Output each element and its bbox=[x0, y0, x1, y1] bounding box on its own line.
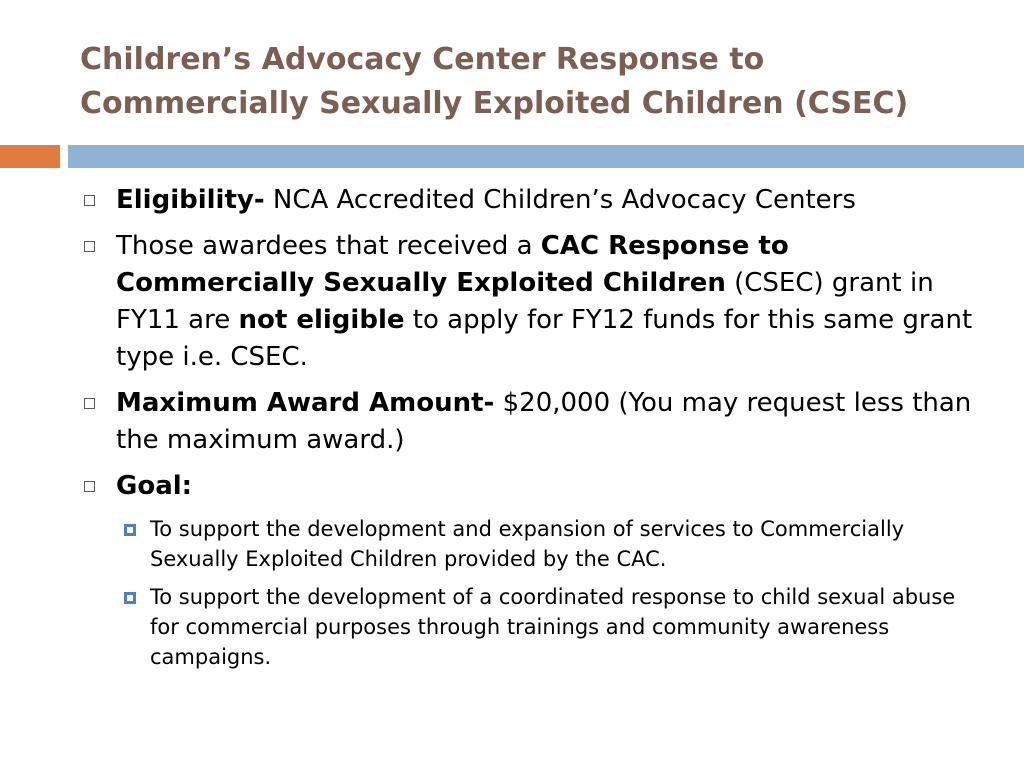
hollow-square-bullet-icon bbox=[84, 481, 95, 492]
bullet-goal bbox=[80, 468, 980, 505]
bullet-prior-awardees-bold-1: CAC Response to Commercially Sexually Exploited Children bbox=[116, 231, 789, 298]
hollow-square-bullet-icon bbox=[84, 241, 95, 252]
filled-square-bullet-icon bbox=[124, 592, 136, 604]
bullet-maximum-award-label: Maximum Award Amount- bbox=[116, 388, 495, 418]
accent-bar-blue bbox=[68, 145, 1024, 168]
hollow-square-bullet-icon bbox=[84, 398, 95, 409]
bullet-eligibility-text: NCA Accredited Children’s Advocacy Centers bbox=[264, 185, 856, 215]
sub-bullet-coordinated-response bbox=[116, 582, 980, 672]
bullet-prior-awardees-text-1: Those awardees that received a bbox=[116, 231, 541, 261]
sub-bullet-services bbox=[116, 514, 980, 574]
title-line-1: Children’s Advocacy Center Response to bbox=[80, 42, 765, 77]
bullet-prior-awardees bbox=[80, 228, 980, 376]
filled-square-bullet-icon bbox=[124, 524, 136, 536]
title-line-2: Commercially Sexually Exploited Children (CSEC) bbox=[80, 86, 909, 121]
bullet-eligibility bbox=[80, 182, 980, 219]
bullet-maximum-award-text: $20,000 (You may request less than the maximum award.) bbox=[116, 388, 972, 455]
sub-bullet-coordinated-response-text: To support the development of a coordinated response to child sexual abuse for commercial purposes through trainings and community awareness campaigns. bbox=[150, 585, 956, 669]
sub-bullet-services-text: To support the development and expansion of services to Commercially Sexually Exploited Children provided by the CAC. bbox=[150, 517, 905, 571]
slide-title bbox=[80, 38, 980, 126]
bullet-prior-awardees-text-3: to apply for FY12 funds for this same grant type i.e. CSEC. bbox=[116, 305, 973, 372]
hollow-square-bullet-icon bbox=[84, 195, 95, 206]
bullet-prior-awardees-text-2: (CSEC) grant in FY11 are bbox=[116, 268, 934, 335]
accent-bar-orange bbox=[0, 145, 60, 168]
bullet-maximum-award bbox=[80, 385, 980, 459]
bullet-goal-label: Goal: bbox=[116, 471, 193, 501]
bullet-prior-awardees-bold-2: not eligible bbox=[238, 305, 405, 335]
bullet-list bbox=[80, 182, 980, 680]
bullet-eligibility-label: Eligibility- bbox=[116, 185, 265, 215]
